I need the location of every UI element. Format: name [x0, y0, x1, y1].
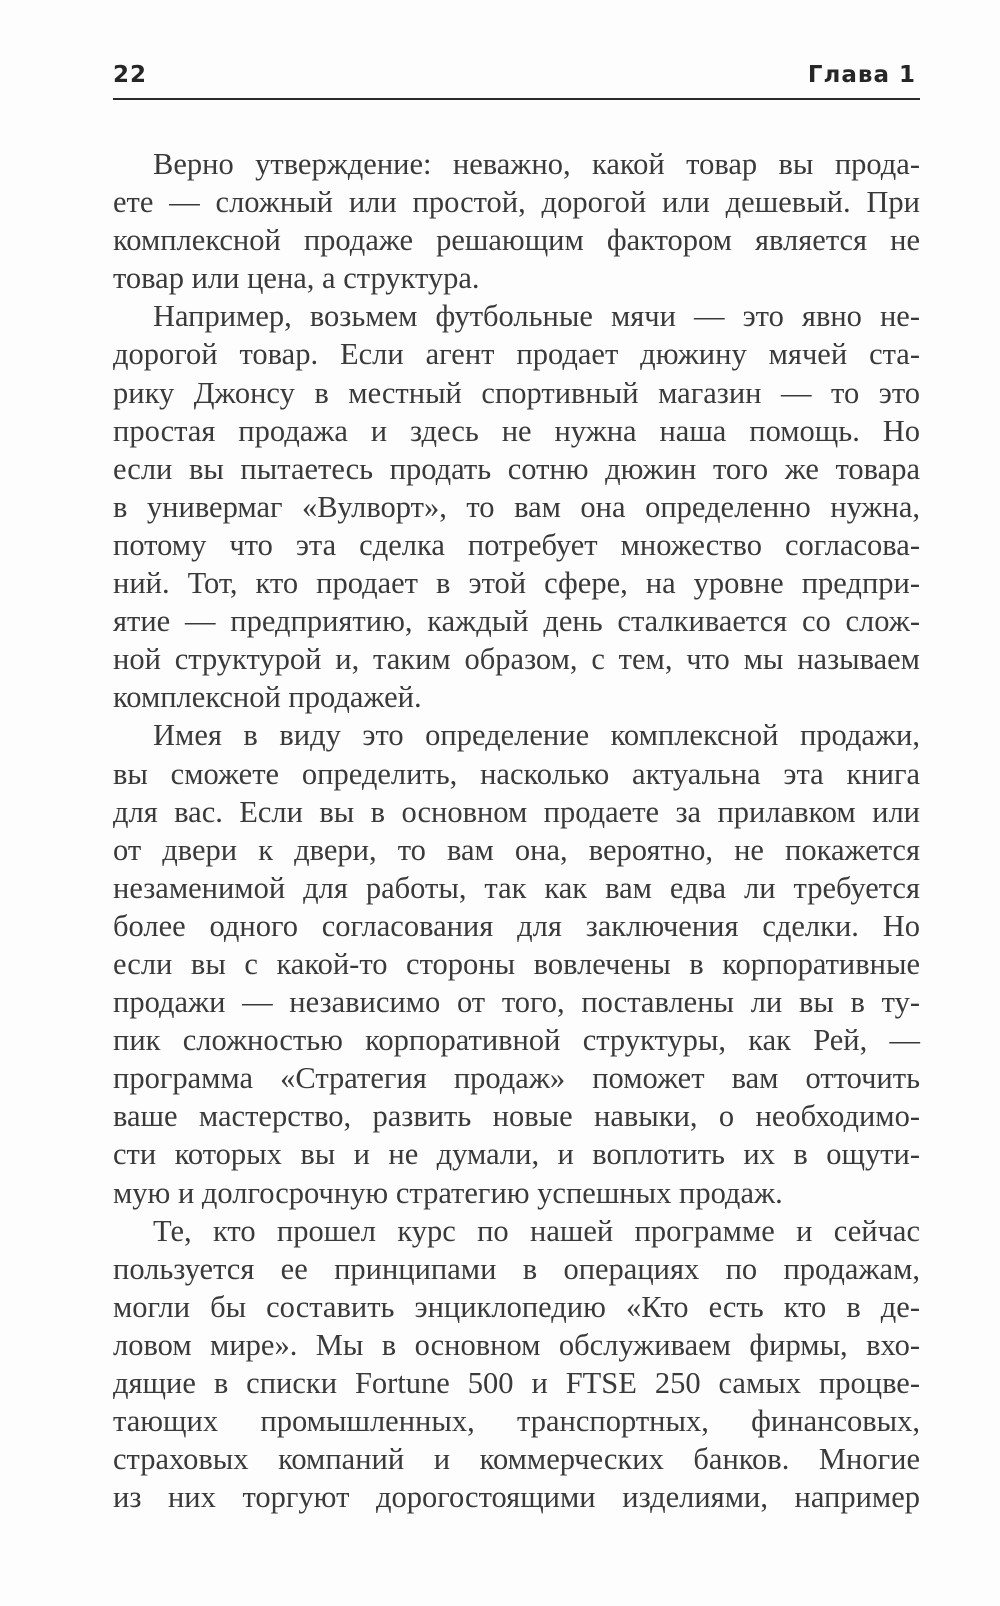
text-line: ний. Тот, кто продает в этой сфере, на уровне предпри- — [113, 566, 920, 601]
text-line: могли бы составить энциклопедию «Кто есть кто в де- — [113, 1289, 920, 1324]
text-line: пик сложностью корпоративной структуры, как Рей, — — [113, 1023, 920, 1058]
paragraph — [113, 1212, 920, 1517]
text-line: комплексной продаже решающим фактором является не — [113, 223, 920, 258]
text-line: дорогой товар. Если агент продает дюжину мячей ста- — [113, 337, 920, 372]
text-line: из них торгуют дорогостоящими изделиями, например — [113, 1480, 920, 1515]
paragraph — [113, 297, 920, 716]
text-line: в универмаг «Вулворт», то вам она определенно нужна, — [113, 489, 920, 524]
text-line: Имея в виду это определение комплексной продажи, — [153, 718, 920, 753]
text-line: Те, кто прошел курс по нашей программе и сейчас — [153, 1213, 920, 1248]
text-line: простая продажа и здесь не нужна наша помощь. Но — [113, 413, 920, 448]
text-line: товар или цена, а структура. — [113, 261, 480, 296]
text-line: ваше мастерство, развить новые навыки, о необходимо- — [113, 1099, 920, 1134]
text-line: дящие в списки Fortune 500 и FTSE 250 самых процве- — [113, 1366, 920, 1400]
text-line: ете — сложный или простой, дорогой или дешевый. При — [113, 185, 920, 220]
text-line: продажи — независимо от того, поставлены ли вы в ту- — [113, 985, 920, 1020]
page-number: 22 — [113, 62, 148, 88]
text-line: незаменимой для работы, так как вам едва ли требуется — [113, 870, 920, 905]
text-line: Верно утверждение: неважно, какой товар вы прода- — [153, 147, 920, 181]
text-line: сти которых вы и не думали, и воплотить их в ощути- — [113, 1137, 920, 1172]
text-line: мую и долгосрочную стратегию успешных продаж. — [113, 1175, 783, 1210]
text-line: тающих промышленных, транспортных, финансовых, — [113, 1404, 920, 1439]
text-line: более одного согласования для заключения сделки. Но — [113, 908, 920, 943]
chapter-label: Глава 1 — [807, 62, 916, 88]
text-line: Например, возьмем футбольные мячи — это явно не- — [153, 299, 920, 334]
text-line: комплексной продажей. — [113, 680, 422, 715]
paragraph — [113, 716, 920, 1211]
text-line: для вас. Если вы в основном продаете за прилавком или — [113, 794, 920, 829]
text-line: если вы пытаетесь продать сотню дюжин того же товара — [113, 451, 920, 486]
text-line: программа «Стратегия продаж» поможет вам отточить — [113, 1061, 920, 1096]
text-line: ной структурой и, таким образом, с тем, что мы называем — [113, 642, 920, 677]
text-line: страховых компаний и коммерческих банков. Многие — [113, 1442, 920, 1477]
paragraph — [113, 145, 920, 297]
text-line: ловом мире». Мы в основном обслуживаем фирмы, вхо- — [113, 1327, 920, 1362]
text-line: пользуется ее принципами в операциях по продажам, — [113, 1251, 920, 1286]
text-line: если вы с какой-то стороны вовлечены в корпоративные — [113, 946, 920, 981]
text-line: от двери к двери, то вам она, вероятно, не покажется — [113, 832, 920, 867]
text-line: рику Джонсу в местный спортивный магазин — то это — [113, 375, 920, 410]
text-line: вы сможете определить, насколько актуальна эта книга — [113, 756, 920, 791]
text-line: потому что эта сделка потребует множество согласова- — [113, 527, 920, 562]
text-body — [113, 145, 920, 1516]
running-head — [113, 58, 920, 100]
text-line: ятие — предприятию, каждый день сталкивается со слож- — [113, 604, 920, 639]
